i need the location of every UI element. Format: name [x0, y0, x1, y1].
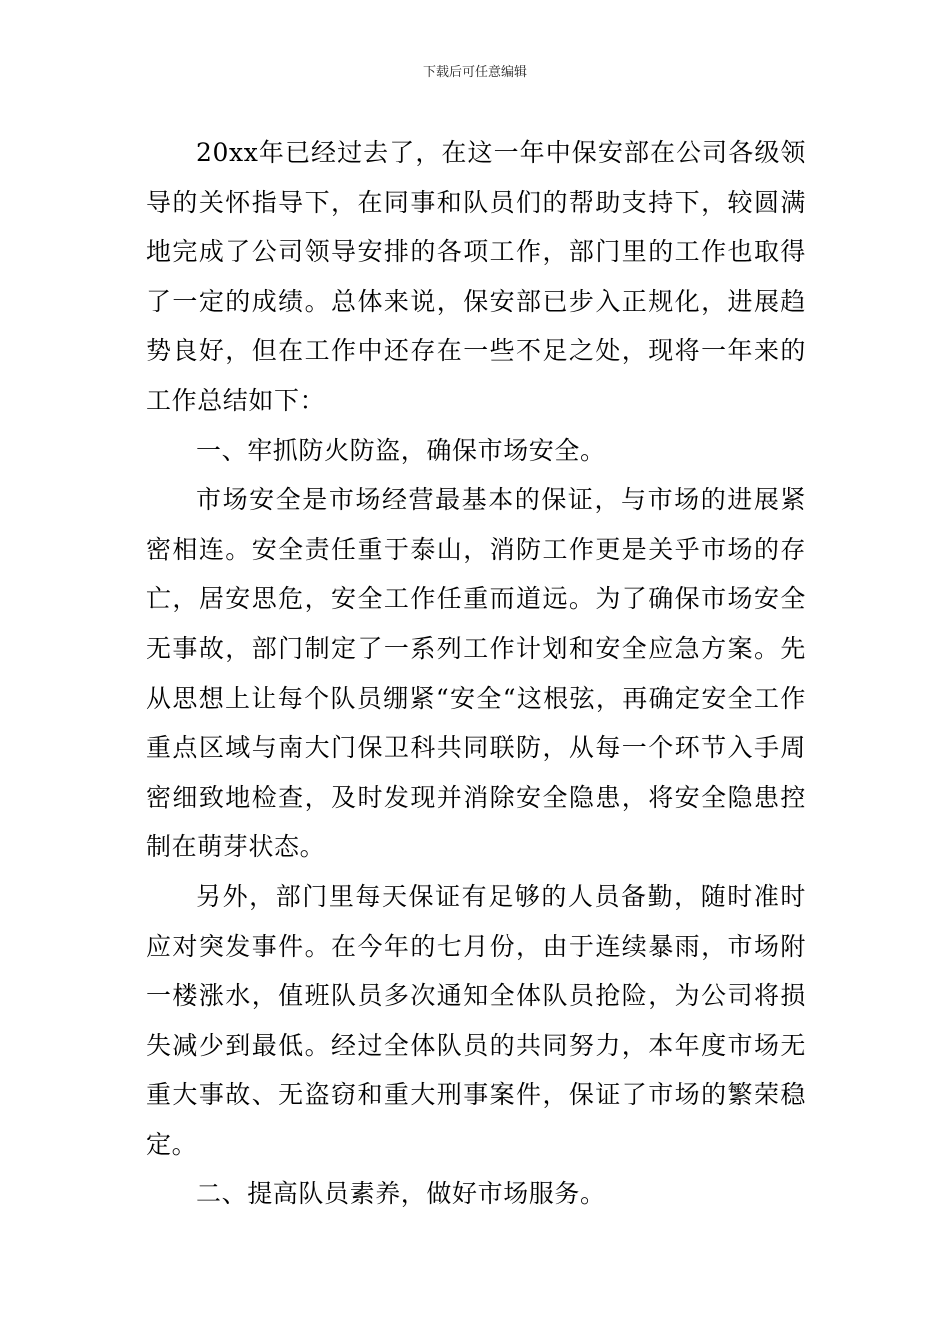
page-header-note: 下载后可任意编辑 [422, 65, 527, 80]
paragraph-emergency: 另外，部门里每天保证有足够的人员备勤，随时准时应对突发事件。在今年的七月份，由于连续暴雨，市场附一楼涨水，值班队员多次通知全体队员抢险，为公司将损失减少到最低。经过全体队员的共同努力，本年度市场无重大事故、无盗窃和重大刑事案件，保证了市场的繁荣稳定。 [146, 881, 806, 1159]
paragraph-safety: 市场安全是市场经营最基本的保证，与市场的进展紧密相连。安全责任重于泰山，消防工作更是关乎市场的存亡，居安思危，安全工作任重而道远。为了确保市场安全无事故，部门制定了一系列工作计划和安全应急方案。先从思想上让每个队员绷紧“安全“这根弦，再确定安全工作重点区域与南大门保卫科共同联防，从每一个环节入手周密细致地检查，及时发现并消除安全隐患，将安全隐患控制在萌芽状态。 [146, 485, 806, 862]
paragraph-intro: 20xx年已经过去了，在这一年中保安部在公司各级领导的关怀指导下，在同事和队员们的帮助支持下，较圆满地完成了公司领导安排的各项工作，部门里的工作也取得了一定的成绩。总体来说，保安部已步入正规化，进展趋势良好，但在工作中还存在一些不足之处，现将一年来的工作总结如下： [146, 138, 806, 415]
section-heading-2: 二、提高队员素养，做好市场服务。 [196, 1179, 606, 1209]
document-body [146, 128, 806, 1219]
section-heading-1: 一、牢抓防火防盗，确保市场安全。 [196, 435, 606, 465]
